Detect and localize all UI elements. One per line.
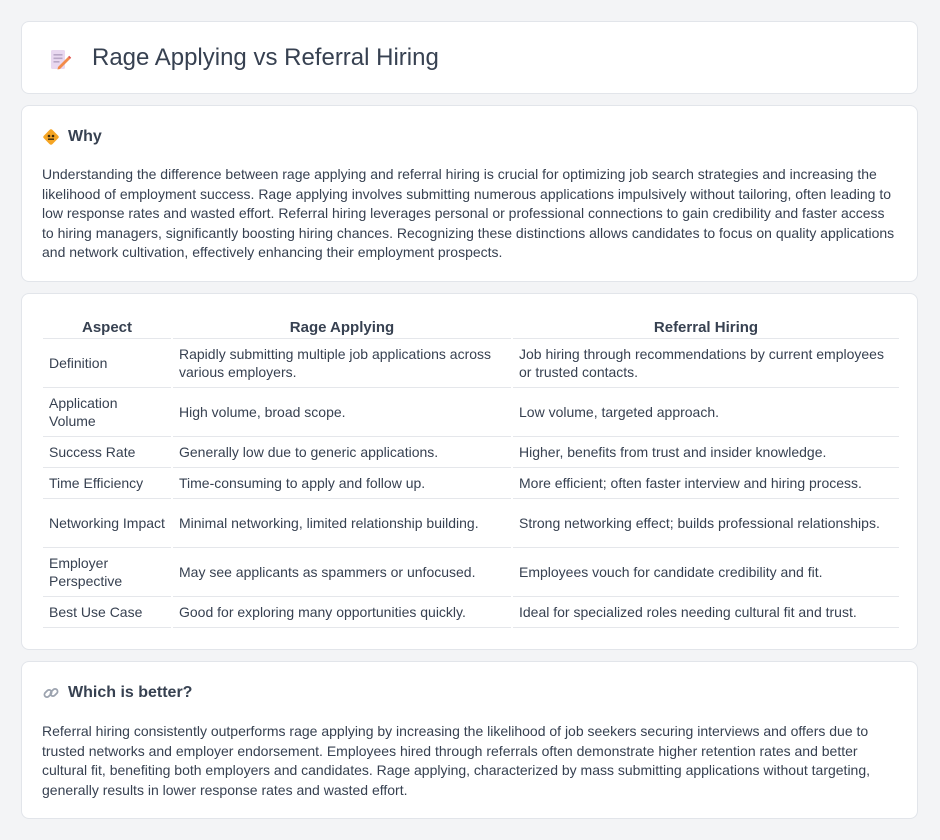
table-row: [43, 499, 899, 548]
why-section: [21, 105, 918, 282]
table-cell-referral: More efficient; often faster interview and hiring process.: [512, 468, 899, 499]
table-cell-rage: Rapidly submitting multiple job applications across various employers.: [172, 339, 512, 388]
table-cell-rage: High volume, broad scope.: [172, 388, 512, 437]
table-header-row: [43, 316, 899, 339]
table-row: [43, 597, 899, 628]
table-cell-aspect: Networking Impact: [43, 499, 172, 548]
table-cell-referral: Employees vouch for candidate credibility and fit.: [512, 548, 899, 597]
better-heading: [42, 684, 192, 702]
link-icon: [42, 684, 60, 702]
table-cell-referral: Strong networking effect; builds professional relationships.: [512, 499, 899, 548]
table-row: [43, 548, 899, 597]
better-heading-label: Which is better?: [68, 684, 193, 701]
table-cell-aspect: Time Efficiency: [43, 468, 172, 499]
table-cell-rage: Good for exploring many opportunities quickly.: [172, 597, 512, 628]
column-header-rage-applying: Rage Applying: [172, 316, 512, 339]
table-row: [43, 437, 899, 468]
table-cell-referral: Job hiring through recommendations by current employees or trusted contacts.: [512, 339, 899, 388]
table-cell-rage: May see applicants as spammers or unfocused.: [172, 548, 512, 597]
table-cell-aspect: Application Volume: [43, 388, 172, 437]
why-heading-label: Why: [68, 128, 102, 145]
table-cell-rage: Generally low due to generic applications.: [172, 437, 512, 468]
column-header-referral-hiring: Referral Hiring: [512, 316, 899, 339]
comparison-table: [43, 316, 899, 628]
header-card: [21, 21, 918, 94]
table-cell-aspect: Employer Perspective: [43, 548, 172, 597]
table-cell-referral: Ideal for specialized roles needing cultural fit and trust.: [512, 597, 899, 628]
table-cell-aspect: Definition: [43, 339, 172, 388]
table-cell-rage: Minimal networking, limited relationship building.: [172, 499, 512, 548]
table-cell-referral: Higher, benefits from trust and insider knowledge.: [512, 437, 899, 468]
table-cell-referral: Low volume, targeted approach.: [512, 388, 899, 437]
table-row: [43, 339, 899, 388]
table-row: [43, 388, 899, 437]
why-paragraph: Understanding the difference between rage applying and referral hiring is crucial for optimizing job search strategies and increasing the likelihood of employment success. Rage applying involves submitting numerous applications impulsively without tailoring, often leading to low response rates and wasted effort. Referral hiring leverages personal or professional connections to gain credibility and faster access to hiring managers, significantly boosting hiring chances. Recognizing these distinctions allows candidates to focus on quality applications and network cultivation, effectively enhancing their employment prospects.: [42, 166, 895, 260]
table-cell-rage: Time-consuming to apply and follow up.: [172, 468, 512, 499]
better-paragraph: Referral hiring consistently outperforms rage applying by increasing the likelihood of job seekers securing interviews and offers due to trusted networks and employer endorsement. Employees hired through referrals often demonstrate higher retention rates and better cultural fit, benefiting both employers and candidates. Rage applying, characterized by mass submitting applications without targeting, generally results in lower response rates and wasted effort.: [42, 723, 871, 798]
table-cell-aspect: Best Use Case: [43, 597, 172, 628]
column-header-aspect: Aspect: [43, 316, 172, 339]
table-row: [43, 468, 899, 499]
table-cell-aspect: Success Rate: [43, 437, 172, 468]
which-is-better-section: [21, 661, 918, 819]
comparison-section: [21, 293, 918, 650]
document-edit-icon: [48, 48, 72, 72]
why-heading: [42, 128, 102, 146]
diamond-sign-icon: [42, 128, 60, 146]
page-title: Rage Applying vs Referral Hiring: [92, 44, 439, 71]
